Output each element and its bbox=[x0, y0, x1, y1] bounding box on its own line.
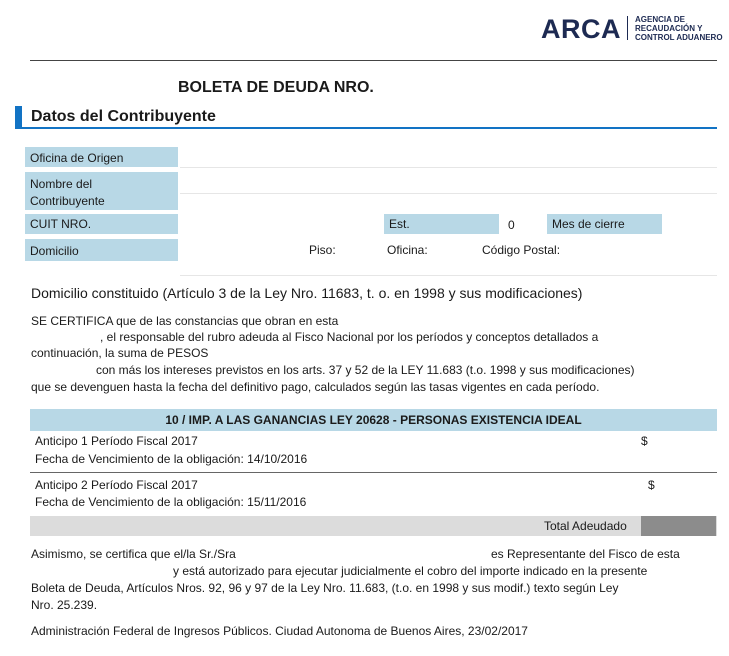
logo-divider bbox=[627, 16, 628, 40]
certifica-line-5: que se devenguen hasta la fecha del definitivo pago, calculados según las tasas vigentes en cada período. bbox=[31, 380, 600, 394]
item-2-due-date: Fecha de Vencimiento de la obligación: 15/11/2016 bbox=[35, 495, 307, 509]
asimismo-line-1a: Asimismo, se certifica que el/la Sr./Sra bbox=[31, 547, 236, 561]
asimismo-line-4: Nro. 25.239. bbox=[31, 598, 98, 612]
est-value: 0 bbox=[508, 218, 515, 232]
item-2-label: Anticipo 2 Período Fiscal 2017 bbox=[35, 478, 198, 492]
certifica-line-4: con más los intereses previstos en los arts. 37 y 52 de la LEY 11.683 (t.o. 1998 y sus modificaciones) bbox=[96, 363, 635, 377]
certifica-line-2: , el responsable del rubro adeuda al Fisco Nacional por los períodos y conceptos detallados a bbox=[100, 330, 599, 344]
section-title: Datos del Contribuyente bbox=[31, 108, 216, 125]
nombre-value-line bbox=[180, 193, 717, 194]
item-2-currency: $ bbox=[648, 478, 655, 492]
domicilio-label: Domicilio bbox=[25, 239, 178, 261]
oficina-origen-value-line bbox=[180, 167, 717, 168]
nombre-label-line-1: Nombre del bbox=[30, 177, 93, 191]
certifica-line-1: SE CERTIFICA que de las constancias que obran en esta bbox=[31, 314, 339, 328]
nombre-label-line-2: Contribuyente bbox=[30, 194, 105, 208]
item-divider bbox=[30, 472, 717, 473]
asimismo-line-3: Boleta de Deuda, Artículos Nros. 92, 96 y 97 de la Ley Nro. 11.683, (t.o. en 1998 y sus modif.) texto según Ley bbox=[31, 581, 619, 595]
logo-sub-line-1: AGENCIA DE bbox=[635, 15, 685, 24]
certifica-line-3: continuación, la suma de PESOS bbox=[31, 346, 209, 360]
codigo-postal-label: Código Postal: bbox=[482, 243, 561, 257]
section-accent bbox=[15, 106, 22, 128]
item-1-due-date: Fecha de Vencimiento de la obligación: 14/10/2016 bbox=[35, 452, 308, 466]
document-title: BOLETA DE DEUDA NRO. bbox=[178, 79, 374, 96]
oficina-origen-label: Oficina de Origen bbox=[25, 147, 178, 167]
mes-cierre-label: Mes de cierre bbox=[547, 214, 662, 234]
est-label: Est. bbox=[384, 214, 499, 234]
tax-concept-header: 10 / IMP. A LAS GANANCIAS LEY 20628 - PERSONAS EXISTENCIA IDEAL bbox=[30, 409, 717, 431]
nombre-contribuyente-label bbox=[25, 172, 178, 210]
header-divider bbox=[30, 60, 717, 61]
asimismo-line-1b: es Representante del Fisco de esta bbox=[491, 547, 680, 561]
logo-subtitle bbox=[635, 15, 723, 42]
item-1-label: Anticipo 1 Período Fiscal 2017 bbox=[35, 434, 198, 448]
domicilio-constituido: Domicilio constituido (Artículo 3 de la Ley Nro. 11683, t. o. en 1998 y sus modificaciones) bbox=[31, 285, 583, 301]
footer-text: Administración Federal de Ingresos Públicos. Ciudad Autonoma de Buenos Aires, 23/02/2017 bbox=[31, 624, 528, 638]
domicilio-value-line bbox=[180, 275, 717, 276]
logo-sub-line-2: RECAUDACIÓN Y bbox=[635, 24, 703, 33]
asimismo-line-2: y está autorizado para ejecutar judicialmente el cobro del importe indicado en la presente bbox=[173, 564, 648, 578]
piso-label: Piso: bbox=[309, 243, 336, 257]
oficina-label: Oficina: bbox=[387, 243, 428, 257]
logo-sub-line-3: CONTROL ADUANERO bbox=[635, 33, 723, 42]
section-underline bbox=[15, 127, 717, 129]
total-label: Total Adeudado bbox=[544, 519, 627, 533]
cuit-label: CUIT NRO. bbox=[25, 214, 178, 234]
item-1-currency: $ bbox=[641, 434, 648, 448]
total-value-box bbox=[641, 516, 716, 536]
arca-logo: ARCA bbox=[541, 14, 621, 44]
